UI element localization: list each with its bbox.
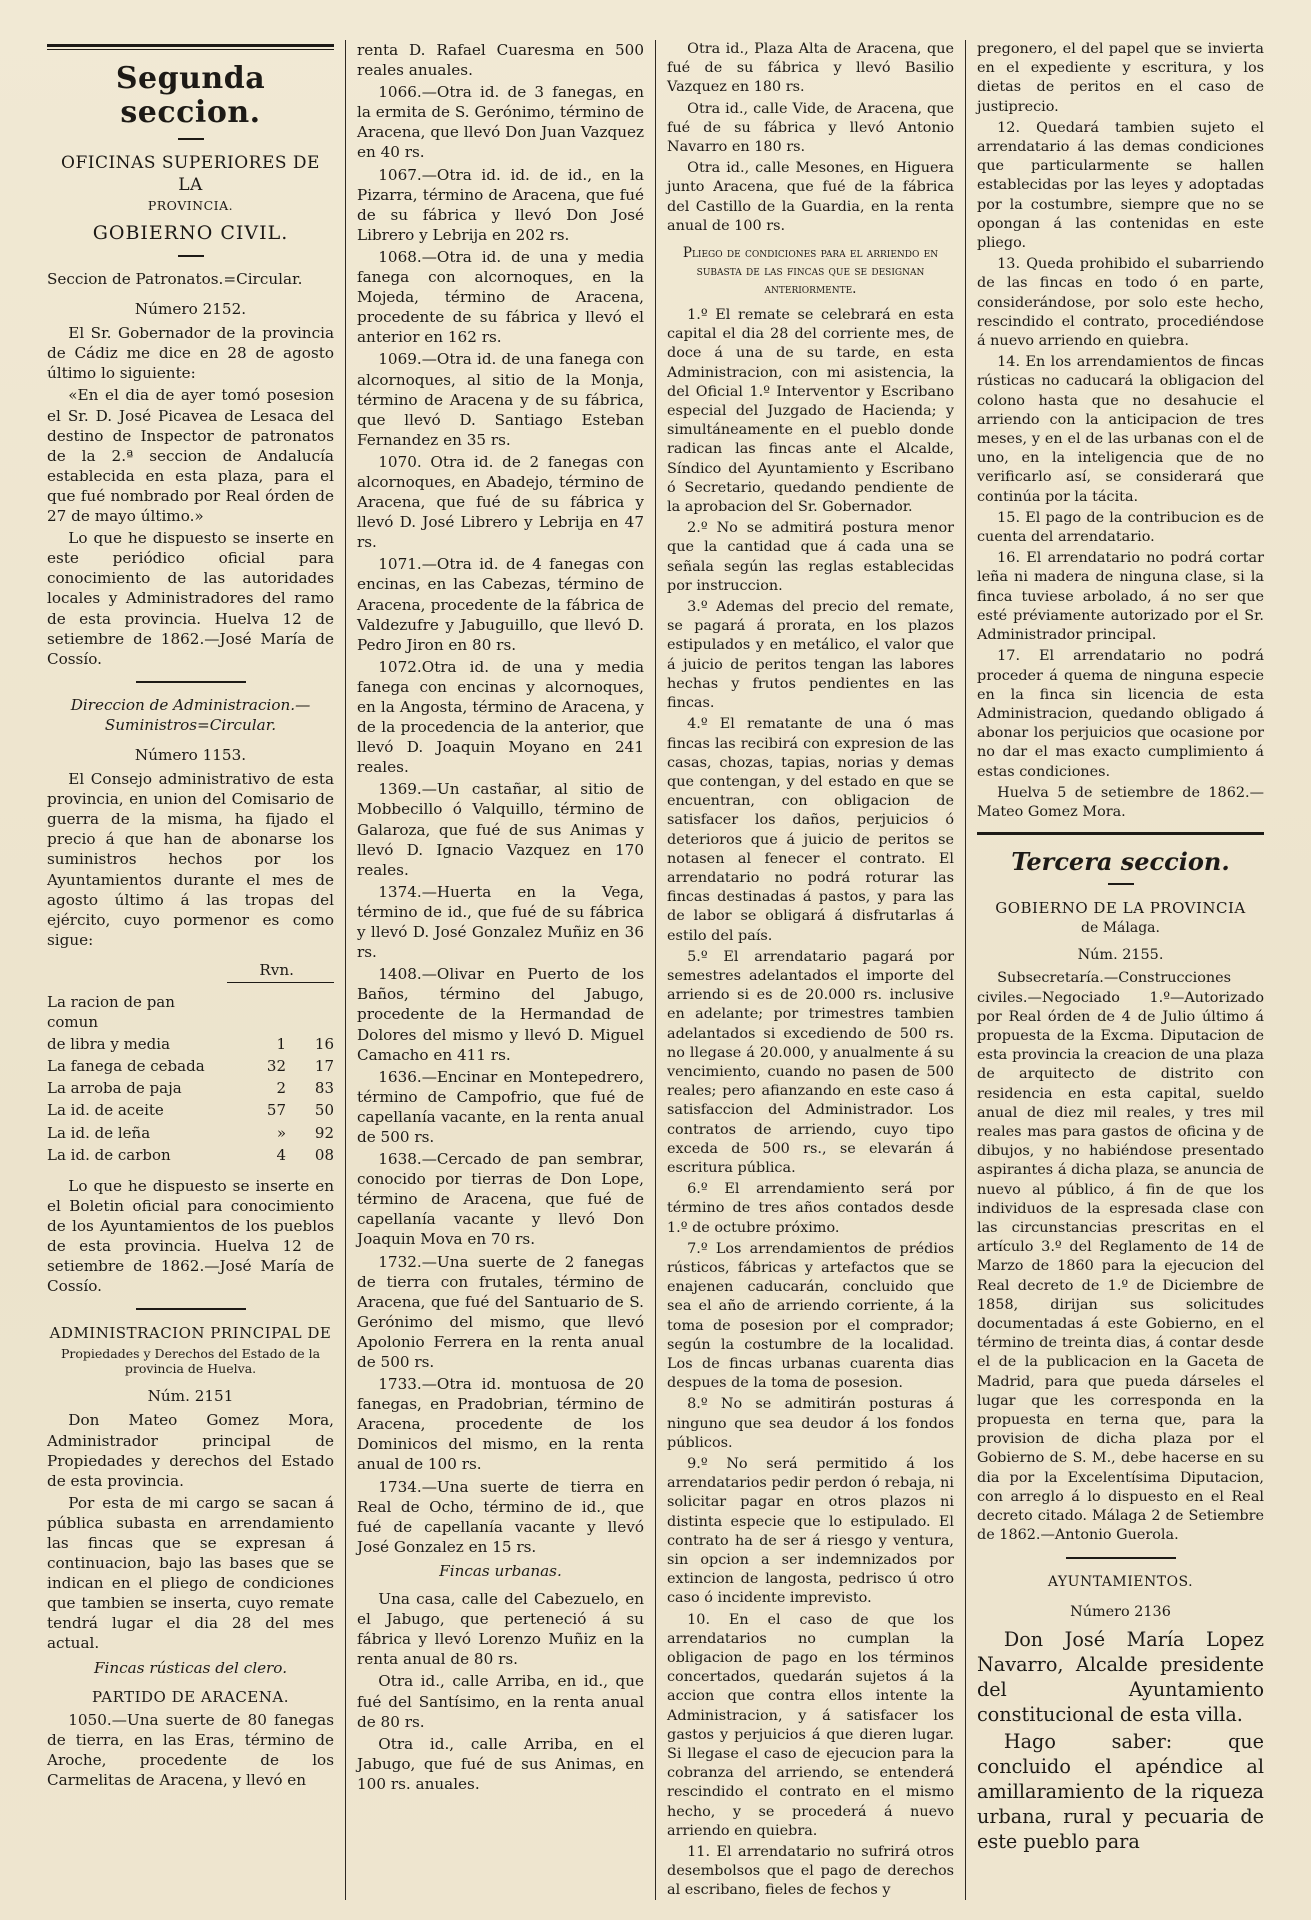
condition-2: 2.º No se admitirá postura menor que la cantidad que á cada una se señala según las reglas establecidas por instruccion. [667,520,954,594]
section-title: Segunda seccion. [115,61,266,130]
pliego-heading: Pliego de condiciones para el arriendo en subasta de las fincas que se designan anteriormente. [682,245,939,298]
condition-1: 1.º El remate se celebrará en esta capital el dia 28 del corriente mes, de doce á una de su tarde, en esta Administracion, con mi asistencia, la del Oficial 1.º Interventor y Escribano especial del Juzgado de Hacienda; y simultáneamente en el pueblo donde radican las fincas ante el Alcalde, Síndico del Ayuntamiento y Escribano ó Secretario, quedando pendiente de la aprobacion del Sr. Gobernador. [667,307,954,516]
column-4 [965,40,1275,1900]
price-row [47,1055,334,1077]
provincia-heading: PROVINCIA. [147,198,234,213]
price-rvn: 4 [276,1145,286,1164]
listing-1636: 1636.—Encinar en Montepedrero, término de Campofrio, que fué de capellanía vacante, en la renta anual de 500 rs. [357,1067,644,1146]
gobierno-provincia-heading: GOBIERNO DE LA PROVINCIA [995,899,1246,918]
article-paragraph: Don Mateo Gomez Mora, Administrador principal de Propiedades y derechos del Estado de esta provincia. [47,1411,334,1490]
fincas-urbanas-heading: Fincas urbanas. [439,1561,562,1580]
condition-15: 15. El pago de la contribucion es de cuenta del arrendatario. [977,509,1264,546]
article-paragraph: Don José María Lopez Navarro, Alcalde presidente del Ayuntamiento constitucional de esta villa. [977,1627,1264,1726]
column-1 [36,40,345,1900]
listing-urbana: Otra id., calle Mesones, en Higuera junto Aracena, que fué de la fábrica del Castillo de la Guardia, en la renta anual de 100 rs. [667,160,954,234]
tercera-seccion-title: Tercera seccion. [1011,847,1230,877]
price-rvn: 2 [276,1079,286,1098]
listing-1732: 1732.—Una suerte de 2 fanegas de tierra con frutales, término de Aracena, que fué del Santuario de S. Gerónimo del mismo, que llevó Apolonio Ferrera en la renta anual de 500 rs. [357,1252,644,1371]
article-paragraph: pregonero, el del papel que se invierta en el expediente y escritura, y los dietas de peritos en el caso de justiprecio. [977,41,1264,115]
price-item: de libra y media [47,1035,171,1054]
fincas-rusticas-heading: Fincas rústicas del clero. [93,1658,288,1677]
listing-1734: 1734.—Una suerte de tierra en Real de Ocho, término de id., que fué de capellanía vacante y llevó José Gonzalez en 15 rs. [357,1477,644,1556]
partido-heading: PARTIDO DE ARACENA. [92,1687,289,1706]
listing-1071: 1071.—Otra id. de 4 fanegas con encinas, en las Cabezas, término de Aracena, procedente de la fábrica de Valdezufre y Jabuguillo, que llevó D. Pedro Jiron en 80 rs. [357,555,644,654]
listing-1374: 1374.—Huerta en la Vega, término de id., que fué de su fábrica y llevó D. José Gonzalez Muñiz en 36 rs. [357,882,644,962]
price-cents [286,991,334,1033]
admin-heading: ADMINISTRACION PRINCIPAL DE [49,1324,332,1343]
price-item: La id. de leña [47,1123,151,1142]
condition-9: 9.º No será permitido á los arrendatarios pedir perdon ó rebaja, ni solicitar pagar en otros plazos ni distinta especie que lo estipulado. El contrato ha de ser á riesgo y ventura, sin opcion a ser indemnizados por extincion de langosta, pedrisco ú otro caso ó incidente imprevisto. [667,1456,954,1607]
condition-6: 6.º El arrendamiento será por término de tres años contados desde 1.º de octubre próximo. [667,1181,954,1236]
price-rvn [230,991,286,1033]
listing-1069: 1069.—Otra id. de una fanega con alcornoques, al sitio de la Monja, término de Aracena y de su fábrica, que llevó D. Santiago Esteban Fernandez en 35 rs. [357,350,644,449]
article-paragraph: 1050.—Una suerte de 80 fanegas de tierra, en las Eras, término de Aroche, procedente de los Carmelitas de Aracena, y llevó en [47,1710,334,1789]
listing-urbana: Una casa, calle del Cabezuelo, en el Jabugo, que perteneció á su fábrica y llevó Lorenzo Muñiz en la renta anual de 80 rs. [357,1590,644,1669]
listing-urbana: Otra id., calle Arriba, en id., que fué del Santísimo, en la renta anual de 80 rs. [357,1672,644,1731]
price-row [47,991,334,1033]
number-2136: Número 2136 [1070,1604,1171,1621]
condition-8: 8.º No se admitirán posturas á ninguno que sea deudor á los fondos públicos. [667,1396,954,1451]
number-2155: Núm. 2155. [1077,947,1164,964]
price-row [47,1099,334,1121]
price-table [47,991,334,1166]
condition-4: 4.º El rematante de una ó mas fincas las recibirá con expresion de las casas, chozas, tapias, norias y demas que contengan, y del estado en que se encuentran, con obligacion de satisfacer los daños, perjuicios ó deterioros que á juicio de peritos se notasen al fenecer el contrato. El arrendatario no podrá roturar las fincas destinadas á pastos, y para las de labor se obligará á disfrutarlas á estilo del país. [667,716,954,944]
listing-1066: 1066.—Otra id. de 3 fanegas, en la ermita de S. Gerónimo, término de Aracena, que llevó Don Juan Vazquez en 40 rs. [357,83,644,162]
condition-3: 3.º Ademas del precio del remate, se pagará á prorata, en los plazos estipulados y en metálico, el valor que á juicio de peritos tengan las labores hechas y frutos pendientes en las fincas. [667,599,954,712]
column-2 [345,40,655,1900]
admin-subheading: Propiedades y Derechos del Estado de la provincia de Huelva. [60,1346,321,1377]
listing-1068: 1068.—Otra id. de una y media fanega con alcornoques, en la Mojeda, término de Aracena, procedente de su fábrica y llevó el anterior en 162 rs. [357,247,644,347]
signature: Huelva 5 de setiembre de 1862.—Mateo Gomez Mora. [977,784,1264,820]
top-rule [47,44,334,50]
listing-1369: 1369.—Un castañar, al sitio de Mobbecillo ó Valquillo, término de Galaroza, que fué de sus Animas y llevó D. Ignacio Vazquez en 170 reales. [357,780,644,879]
condition-17: 17. El arrendatario no podrá proceder á quema de ninguna especie en la finca sin licencia de esta Administracion, quedando obligado á abonar los perjuicios que ocasione por no dar el mas exacto cumplimiento á estas condiciones. [977,648,1264,780]
ayuntamientos-heading: AYUNTAMIENTOS. [1047,1574,1194,1591]
price-row [47,1077,334,1099]
condition-5: 5.º El arrendatario pagará por semestres adelantados el importe del arriendo si es de 20.000 rs. inclusive en adelante; por trimestres tambien adelantados si excediendo de 500 rs. no llegase á 20.000, y anualmente á su vencimiento, cuando no pasen de 500 reales; pero afianzando en este caso á satisfaccion del Administrador. Los contratos de arriendo, cuyo tipo exceda de 500 rs., se elevarán á escritura pública. [667,948,954,1176]
price-rvn: 32 [266,1057,286,1076]
condition-11: 11. El arrendatario no sufrirá otros desembolsos que el pago de derechos al escribano, fieles de fechos y [667,1844,954,1899]
listing-1733: 1733.—Otra id. montuosa de 20 fanegas, en Pradobrian, término de Aracena, procedente de los Dominicos del mismo, en la renta anual de 100 rs. [357,1375,644,1474]
condition-12: 12. Quedará tambien sujeto el arrendatario á las demas condiciones que particularmente se hallen establecidas por las leyes y adoptadas por la costumbre, siempre que no se opongan á las contenidas en este pliego. [977,119,1264,252]
gobierno-civil-heading: GOBIERNO CIVIL. [92,222,289,244]
article-paragraph: Lo que he dispuesto se inserte en el Boletin oficial para conocimiento de los Ayuntamientos de los pueblos de esta provincia. Huelva 12 de setiembre de 1862.—José María de Cossío. [47,1176,334,1296]
price-row [47,1033,334,1055]
article-paragraph: El Consejo administrativo de esta provincia, en union del Comisario de guerra de la misma, ha fijado el precio á que han de abonarse los suministros hechos por los Ayuntamientos durante el mes de agosto último á las tropas del ejército, cuyo pormenor es como sigue: [47,770,334,949]
article-paragraph: Lo que he dispuesto se inserte en este periódico oficial para conocimiento de las autoridades locales y Administradores del ramo de esta provincia. Huelva 12 de setiembre de 1862.—José María de Cossío. [47,529,334,668]
listing-urbana: Otra id., calle Vide, de Aracena, que fué de su fábrica y llevó Antonio Navarro en 180 rs. [667,100,954,156]
price-item: La fanega de cebada [47,1057,205,1076]
listing-1408: 1408.—Olivar en Puerto de los Baños, término del Jabugo, procedente de la Hermandad de Dolores del mismo y llevó D. Miguel Camacho en 411 rs. [357,965,644,1064]
price-cents: 16 [314,1035,334,1054]
price-cents: 83 [314,1079,334,1098]
condition-16: 16. El arrendatario no podrá cortar leña ni madera de ninguna clase, si la finca tuviese arbolado, á no ser que esté préviamente autorizado por el Sr. Administrador principal. [977,550,1264,644]
price-item: La arroba de paja [47,1079,182,1098]
price-item: La id. de aceite [47,1101,164,1120]
listing-1070: 1070. Otra id. de 2 fanegas con alcornoques, en Abadejo, término de Aracena, que fué de su fábrica y llevó D. José Librero y Lebrija en 47 rs. [357,452,644,552]
seccion-patronatos: Seccion de Patronatos.=Circular. [47,270,303,288]
price-cents: 50 [314,1101,334,1120]
condition-7: 7.º Los arrendamientos de prédios rústicos, fábricas y artefactos que se enajenen caducarán, concluido que sea el año de arriendo corriente, á la toma de posesion por el comprador; según la costumbre de la localidad. Los de fincas urbanas cuarenta dias despues de la toma de posesion. [667,1240,954,1392]
price-row [47,1144,334,1166]
direccion-heading: Direccion de Administracion.—Suministros=Circular. [70,695,311,734]
article-paragraph: El Sr. Gobernador de la provincia de Cádiz me dice en 28 de agosto último lo siguiente: [47,324,334,383]
listing-1638: 1638.—Cercado de pan sembrar, conocido por tierras de Don Lope, término de Aracena, que fué de capellanía vacante y llevó Don Joaquin Mova en 70 rs. [357,1150,644,1249]
price-cents: 17 [314,1057,334,1076]
condition-10: 10. En el caso de que los arrendatarios no cumplan la obligacion de pago en los términos concertados, quedarán sujetos á la accion que contra ellos intente la Administracion, y á satisfacer los gastos y perjuicios á que dieren lugar. Si llegase el caso de ejecucion para la cobranza del arriendo, se entenderá rescindido el contrato en el mismo hecho, y se procederá á nuevo arriendo en quiebra. [667,1611,954,1839]
column-3 [655,40,965,1900]
price-item: La racion de pan comun [47,993,175,1032]
price-rvn: » [276,1123,286,1142]
malaga-heading: de Málaga. [1081,920,1160,937]
number-2152: Número 2152. [134,300,247,319]
article-paragraph: Hago saber: que concluido el apéndice al amillaramiento de la riqueza urbana, rural y pecuaria de este pueblo para [977,1729,1264,1853]
price-rvn: 1 [276,1035,286,1054]
number-1153: Número 1153. [134,745,247,764]
article-paragraph: «En el dia de ayer tomó posesion el Sr. D. José Picavea de Lesaca del destino de Inspector de patronatos de la 2.ª seccion de Andalucía establecida en esta plaza, para el que fué nombrado por Real órden de 27 de mayo último.» [47,386,334,526]
listing-urbana: Otra id., Plaza Alta de Aracena, que fué de su fábrica y llevó Basilio Vazquez en 180 rs. [667,41,954,96]
article-paragraph: Por esta de mi cargo se sacan á pública subasta en arrendamiento las fincas que se expresan á continuacion, bajo las bases que se indican en el pliego de condiciones que tambien se inserta, cuyo remate tendrá lugar el dia 28 del mes actual. [47,1493,334,1653]
listing-1067: 1067.—Otra id. id. de id., en la Pizarra, término de Aracena, que fué de su fábrica y llevó Don José Librero y Lebrija en 202 rs. [357,165,644,244]
listing-urbana: Otra id., calle Arriba, en el Jabugo, que fué de sus Animas, en 100 rs. anuales. [357,1734,644,1793]
price-item: La id. de carbon [47,1145,171,1164]
oficinas-heading: OFICINAS SUPERIORES DE LA [61,153,320,195]
price-row [47,1122,334,1144]
condition-13: 13. Queda prohibido el subarriendo de las fincas en todo ó en parte, considerándose, por solo este hecho, rescindido el contrato, procediéndose á nuevo arriendo en quiebra. [977,256,1264,350]
rvn-label: Rvn. [259,960,294,979]
price-cents: 08 [314,1145,334,1164]
listing-1072: 1072.Otra id. de una y media fanega con encinas y alcornoques, en la Angosta, término de Aracena, y de la procedencia de la anterior, que llevó D. Joaquin Moyano en 241 reales. [357,657,644,777]
price-rvn: 57 [266,1101,286,1120]
condition-14: 14. En los arrendamientos de fincas rústicas no caducará la obligacion del colono hasta que no desahucie el arriendo con la anticipacion de tres meses, y en el de las urbanas con el de uno, en la inteligencia que de no verificarlo así, se considerará que continúa por la tácita. [977,354,1264,505]
price-cents: 92 [314,1123,334,1142]
article-paragraph: renta D. Rafael Cuaresma en 500 reales anuales. [357,41,644,80]
article-paragraph: Subsecretaría.—Construcciones civiles.—Negociado 1.º—Autorizado por Real órden de 4 de Julio último á propuesta de la Excma. Diputacion de esta provincia la creacion de una plaza de arquitecto de distrito con residencia en esta capital, sueldo anual de diez mil reales, y tres mil reales mas para gastos de oficina y de dibujos, y no habiéndose presentado aspirantes á dicha plaza, se anuncia de nuevo al público, á fin de que los individuos de la espresada clase con las circunstancias prescritas en el artículo 3.º del Reglamento de 14 de Marzo de 1860 para la ejecucion del Real decreto de 1.º de Diciembre de 1858, dirijan sus solicitudes documentadas á este Gobierno, en el término de treinta dias, á contar desde el de la publicacion en la Gaceta de Madrid, para que pueda dárseles el lugar que les corresponda en la propuesta en terna que, para la provision de dicha plaza por el Gobierno de S. M., debe hacerse en su dia por la Excelentísima Diputacion, con arreglo á lo dispuesto en el Real decreto citado. Málaga 2 de Setiembre de 1862.—Antonio Guerola. [977,970,1264,1544]
number-2151: Núm. 2151 [147,1387,234,1406]
